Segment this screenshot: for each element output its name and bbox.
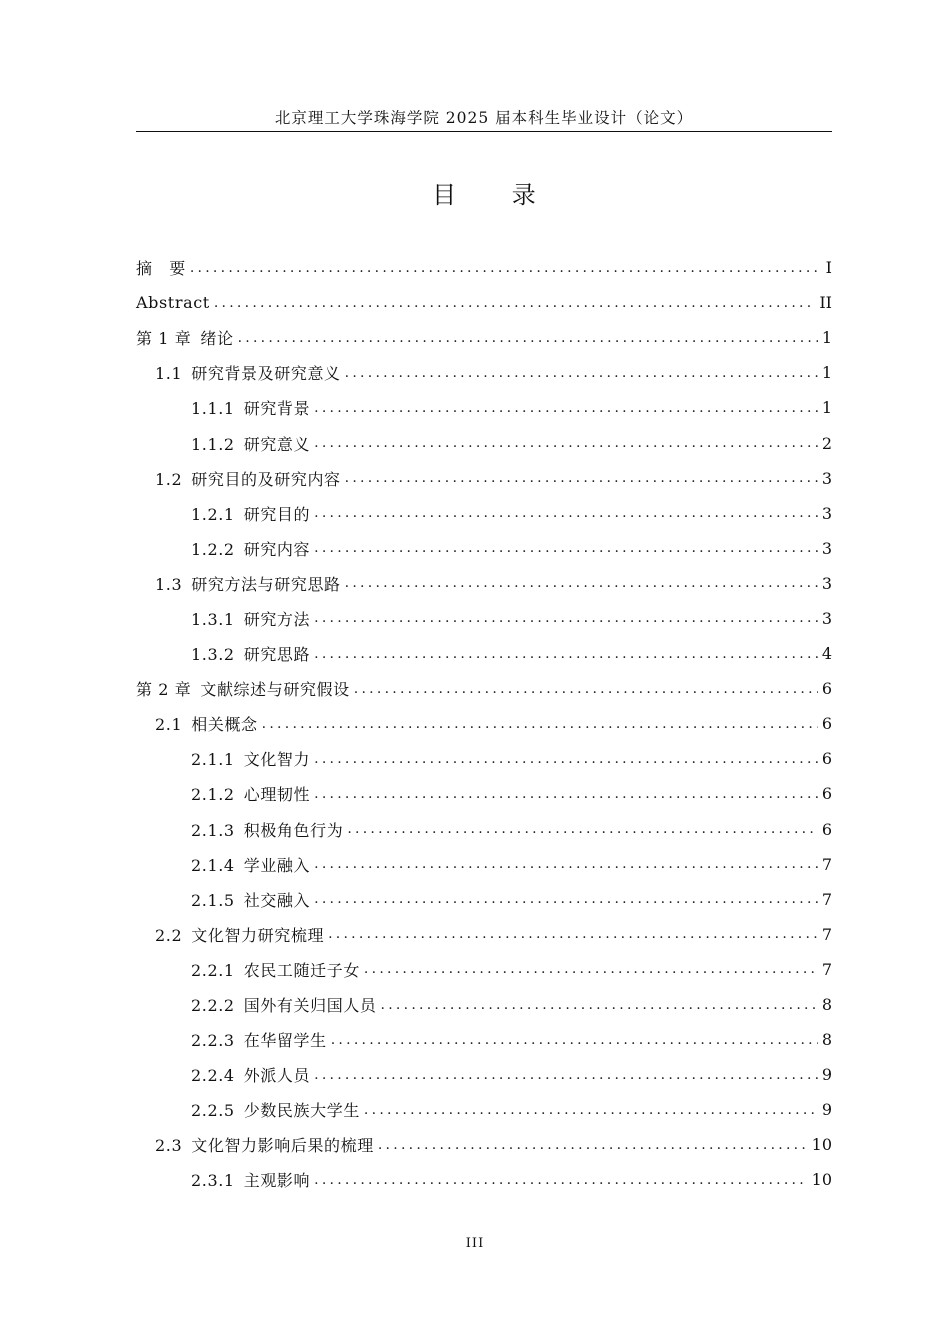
toc-entry[interactable] [136,952,832,987]
toc-entry[interactable] [136,671,832,706]
toc-leader-dots [314,751,818,767]
toc-entry-number: 1.1.2 [191,434,235,454]
toc-entry-number: 1.2.2 [191,539,235,559]
toc-entry-text: 农民工随迁子女 [243,960,360,980]
page-number: III [465,1236,485,1251]
toc-leader-dots [347,821,817,837]
toc-entry-number: 2.2.1 [191,960,235,980]
toc-entry[interactable] [136,1162,832,1197]
toc-entry-text: 绪论 [200,329,234,349]
toc-leader-dots [345,575,818,591]
toc-entry-text: 外派人员 [243,1066,311,1086]
toc-entry[interactable] [136,847,832,882]
toc-entry[interactable] [136,1092,832,1127]
toc-entry-label [155,572,341,595]
toc-entry[interactable] [136,285,832,320]
toc-entry-text: 研究意义 [243,434,311,454]
toc-leader-dots [364,1102,818,1118]
toc-entry-label [155,361,341,384]
toc-entry-label [191,818,343,841]
toc-leader-dots [345,470,818,486]
toc-entry-page: 1 [821,328,832,348]
toc-entry-text: 摘 要 [136,259,186,279]
toc-leader-dots [238,330,818,346]
toc-entry-label [191,642,310,665]
toc-entry-text: 研究内容 [243,539,311,559]
toc-entry-page: I [825,258,832,278]
toc-entry-number: 2.1.2 [191,785,235,805]
toc-entry[interactable] [136,425,832,460]
toc-entry[interactable] [136,390,832,425]
toc-entry-page: II [819,293,832,313]
toc-entry-label [191,782,310,805]
toc-entry-number: 2.1 [155,715,183,735]
toc-entry-number: 2.2.4 [191,1066,235,1086]
header-rule [136,131,832,132]
toc-entry-label [155,923,324,946]
toc-leader-dots [262,716,818,732]
toc-entry-number: 1.3.2 [191,645,235,665]
table-of-contents [136,250,832,1198]
toc-entry-number: 2.2 [155,925,183,945]
toc-entry[interactable] [136,566,832,601]
toc-leader-dots [314,891,818,907]
toc-entry-label [191,1168,310,1191]
toc-entry[interactable] [136,1022,832,1057]
toc-leader-dots [364,961,818,977]
toc-leader-dots [314,610,818,626]
toc-entry-number: 1.1 [155,364,183,384]
toc-entry-number: 1.3 [155,574,183,594]
toc-entry-page: 2 [821,433,832,453]
toc-entry-number: 2.2.5 [191,1101,235,1121]
toc-entry-text: 研究方法 [243,609,311,629]
toc-leader-dots [314,505,818,521]
toc-entry-number: 1.3.1 [191,609,235,629]
toc-entry[interactable] [136,355,832,390]
toc-entry-text: 在华留学生 [243,1031,327,1051]
toc-entry-page: 9 [821,1100,832,1120]
toc-leader-dots [331,1032,818,1048]
toc-entry-number: 2.3 [155,1136,183,1156]
toc-entry-page: 9 [821,1065,832,1085]
toc-entry[interactable] [136,917,832,952]
toc-entry[interactable] [136,987,832,1022]
toc-entry-number: 第 2 章 [136,680,192,700]
toc-entry-number: 1.2.1 [191,504,235,524]
toc-entry-number: 2.3.1 [191,1171,235,1191]
toc-leader-dots [328,926,818,942]
toc-entry[interactable] [136,1057,832,1092]
toc-entry-number: 1.2 [155,469,183,489]
toc-leader-dots [314,435,818,451]
toc-entry-text: 学业融入 [243,855,311,875]
toc-entry-text: 社交融入 [243,890,311,910]
toc-entry-text: 主观影响 [243,1171,311,1191]
toc-entry[interactable] [136,496,832,531]
toc-entry-page: 3 [821,538,832,558]
toc-leader-dots [314,786,818,802]
toc-entry-text: 国外有关归国人员 [243,996,377,1016]
toc-entry-label [155,712,258,735]
toc-entry-text: 研究目的 [243,504,311,524]
toc-entry-label [155,467,341,490]
toc-entry-label [191,396,310,419]
toc-entry-page: 3 [821,503,832,523]
toc-entry-text: 心理韧性 [243,785,311,805]
toc-entry-page: 6 [821,819,832,839]
toc-entry-page: 6 [821,749,832,769]
toc-entry-label [136,256,186,279]
toc-entry-page: 8 [821,995,832,1015]
toc-entry-label [191,993,377,1016]
toc-title: 目 录 [432,181,560,209]
toc-entry-text: 研究背景及研究意义 [191,364,341,384]
toc-entry-text: 文化智力影响后果的梳理 [191,1136,374,1156]
toc-entry-label [191,432,310,455]
toc-entry-number: 第 1 章 [136,329,192,349]
toc-entry-number: 1.1.1 [191,399,235,419]
toc-entry-label [191,607,310,630]
toc-entry-page: 10 [811,1135,832,1155]
toc-entry-page: 7 [821,854,832,874]
toc-entry-label [136,326,234,349]
toc-entry-text: 文献综述与研究假设 [200,680,350,700]
toc-leader-dots [345,365,818,381]
toc-entry-label [191,853,310,876]
toc-entry-number: 2.1.5 [191,890,235,910]
toc-entry[interactable] [136,320,832,355]
toc-entry-text: 少数民族大学生 [243,1101,360,1121]
toc-entry[interactable] [136,531,832,566]
toc-entry[interactable] [136,461,832,496]
toc-entry-page: 3 [821,573,832,593]
toc-entry-label [155,1133,374,1156]
toc-entry-text: Abstract [136,293,210,313]
toc-entry[interactable] [136,250,832,285]
toc-entry-page: 6 [821,784,832,804]
toc-leader-dots [214,295,816,311]
toc-entry-number: 2.2.3 [191,1031,235,1051]
toc-entry[interactable] [136,882,832,917]
toc-leader-dots [314,856,818,872]
toc-leader-dots [381,997,818,1013]
running-header: 北京理工大学珠海学院 2025 届本科生毕业设计（论文） [274,109,694,127]
toc-entry[interactable] [136,601,832,636]
toc-leader-dots [314,540,818,556]
toc-entry-number: 2.1.4 [191,855,235,875]
toc-entry-page: 6 [821,679,832,699]
toc-entry-text: 积极角色行为 [243,820,344,840]
toc-entry[interactable] [136,776,832,811]
toc-entry-label [191,1098,360,1121]
toc-entry-label [191,502,310,525]
toc-entry-page: 1 [821,398,832,418]
toc-entry-page: 4 [821,644,832,664]
toc-entry-text: 相关概念 [191,715,258,735]
toc-entry-label [136,677,350,700]
toc-entry-page: 1 [821,363,832,383]
toc-entry[interactable] [136,636,832,671]
toc-entry-label [191,747,310,770]
toc-leader-dots [378,1137,808,1153]
toc-entry-page: 7 [821,959,832,979]
toc-entry-page: 3 [821,608,832,628]
toc-entry[interactable] [136,741,832,776]
toc-entry-page: 8 [821,1030,832,1050]
toc-entry-text: 研究背景 [243,399,311,419]
toc-entry-number: 2.1.3 [191,820,235,840]
toc-entry[interactable] [136,706,832,741]
toc-entry-page: 10 [811,1170,832,1190]
toc-entry-page: 7 [821,889,832,909]
toc-leader-dots [190,260,818,276]
toc-entry-number: 2.1.1 [191,750,235,770]
toc-entry-number: 2.2.2 [191,996,235,1016]
toc-entry[interactable] [136,1127,832,1162]
toc-entry-label [191,888,310,911]
toc-entry-page: 6 [821,714,832,734]
toc-leader-dots [314,400,818,416]
toc-leader-dots [354,681,818,697]
toc-entry-label [191,537,310,560]
toc-entry-label [191,958,360,981]
toc-entry-label [136,293,210,312]
toc-entry-text: 文化智力 [243,750,311,770]
toc-entry-text: 研究目的及研究内容 [191,469,341,489]
toc-entry-page: 7 [821,924,832,944]
toc-entry-page: 3 [821,468,832,488]
toc-entry-label [191,1063,310,1086]
toc-entry-text: 研究思路 [243,645,311,665]
toc-entry-text: 研究方法与研究思路 [191,574,341,594]
toc-leader-dots [314,646,818,662]
toc-entry[interactable] [136,812,832,847]
toc-entry-label [191,1028,327,1051]
toc-leader-dots [314,1172,808,1188]
toc-leader-dots [314,1067,818,1083]
toc-entry-text: 文化智力研究梳理 [191,925,325,945]
